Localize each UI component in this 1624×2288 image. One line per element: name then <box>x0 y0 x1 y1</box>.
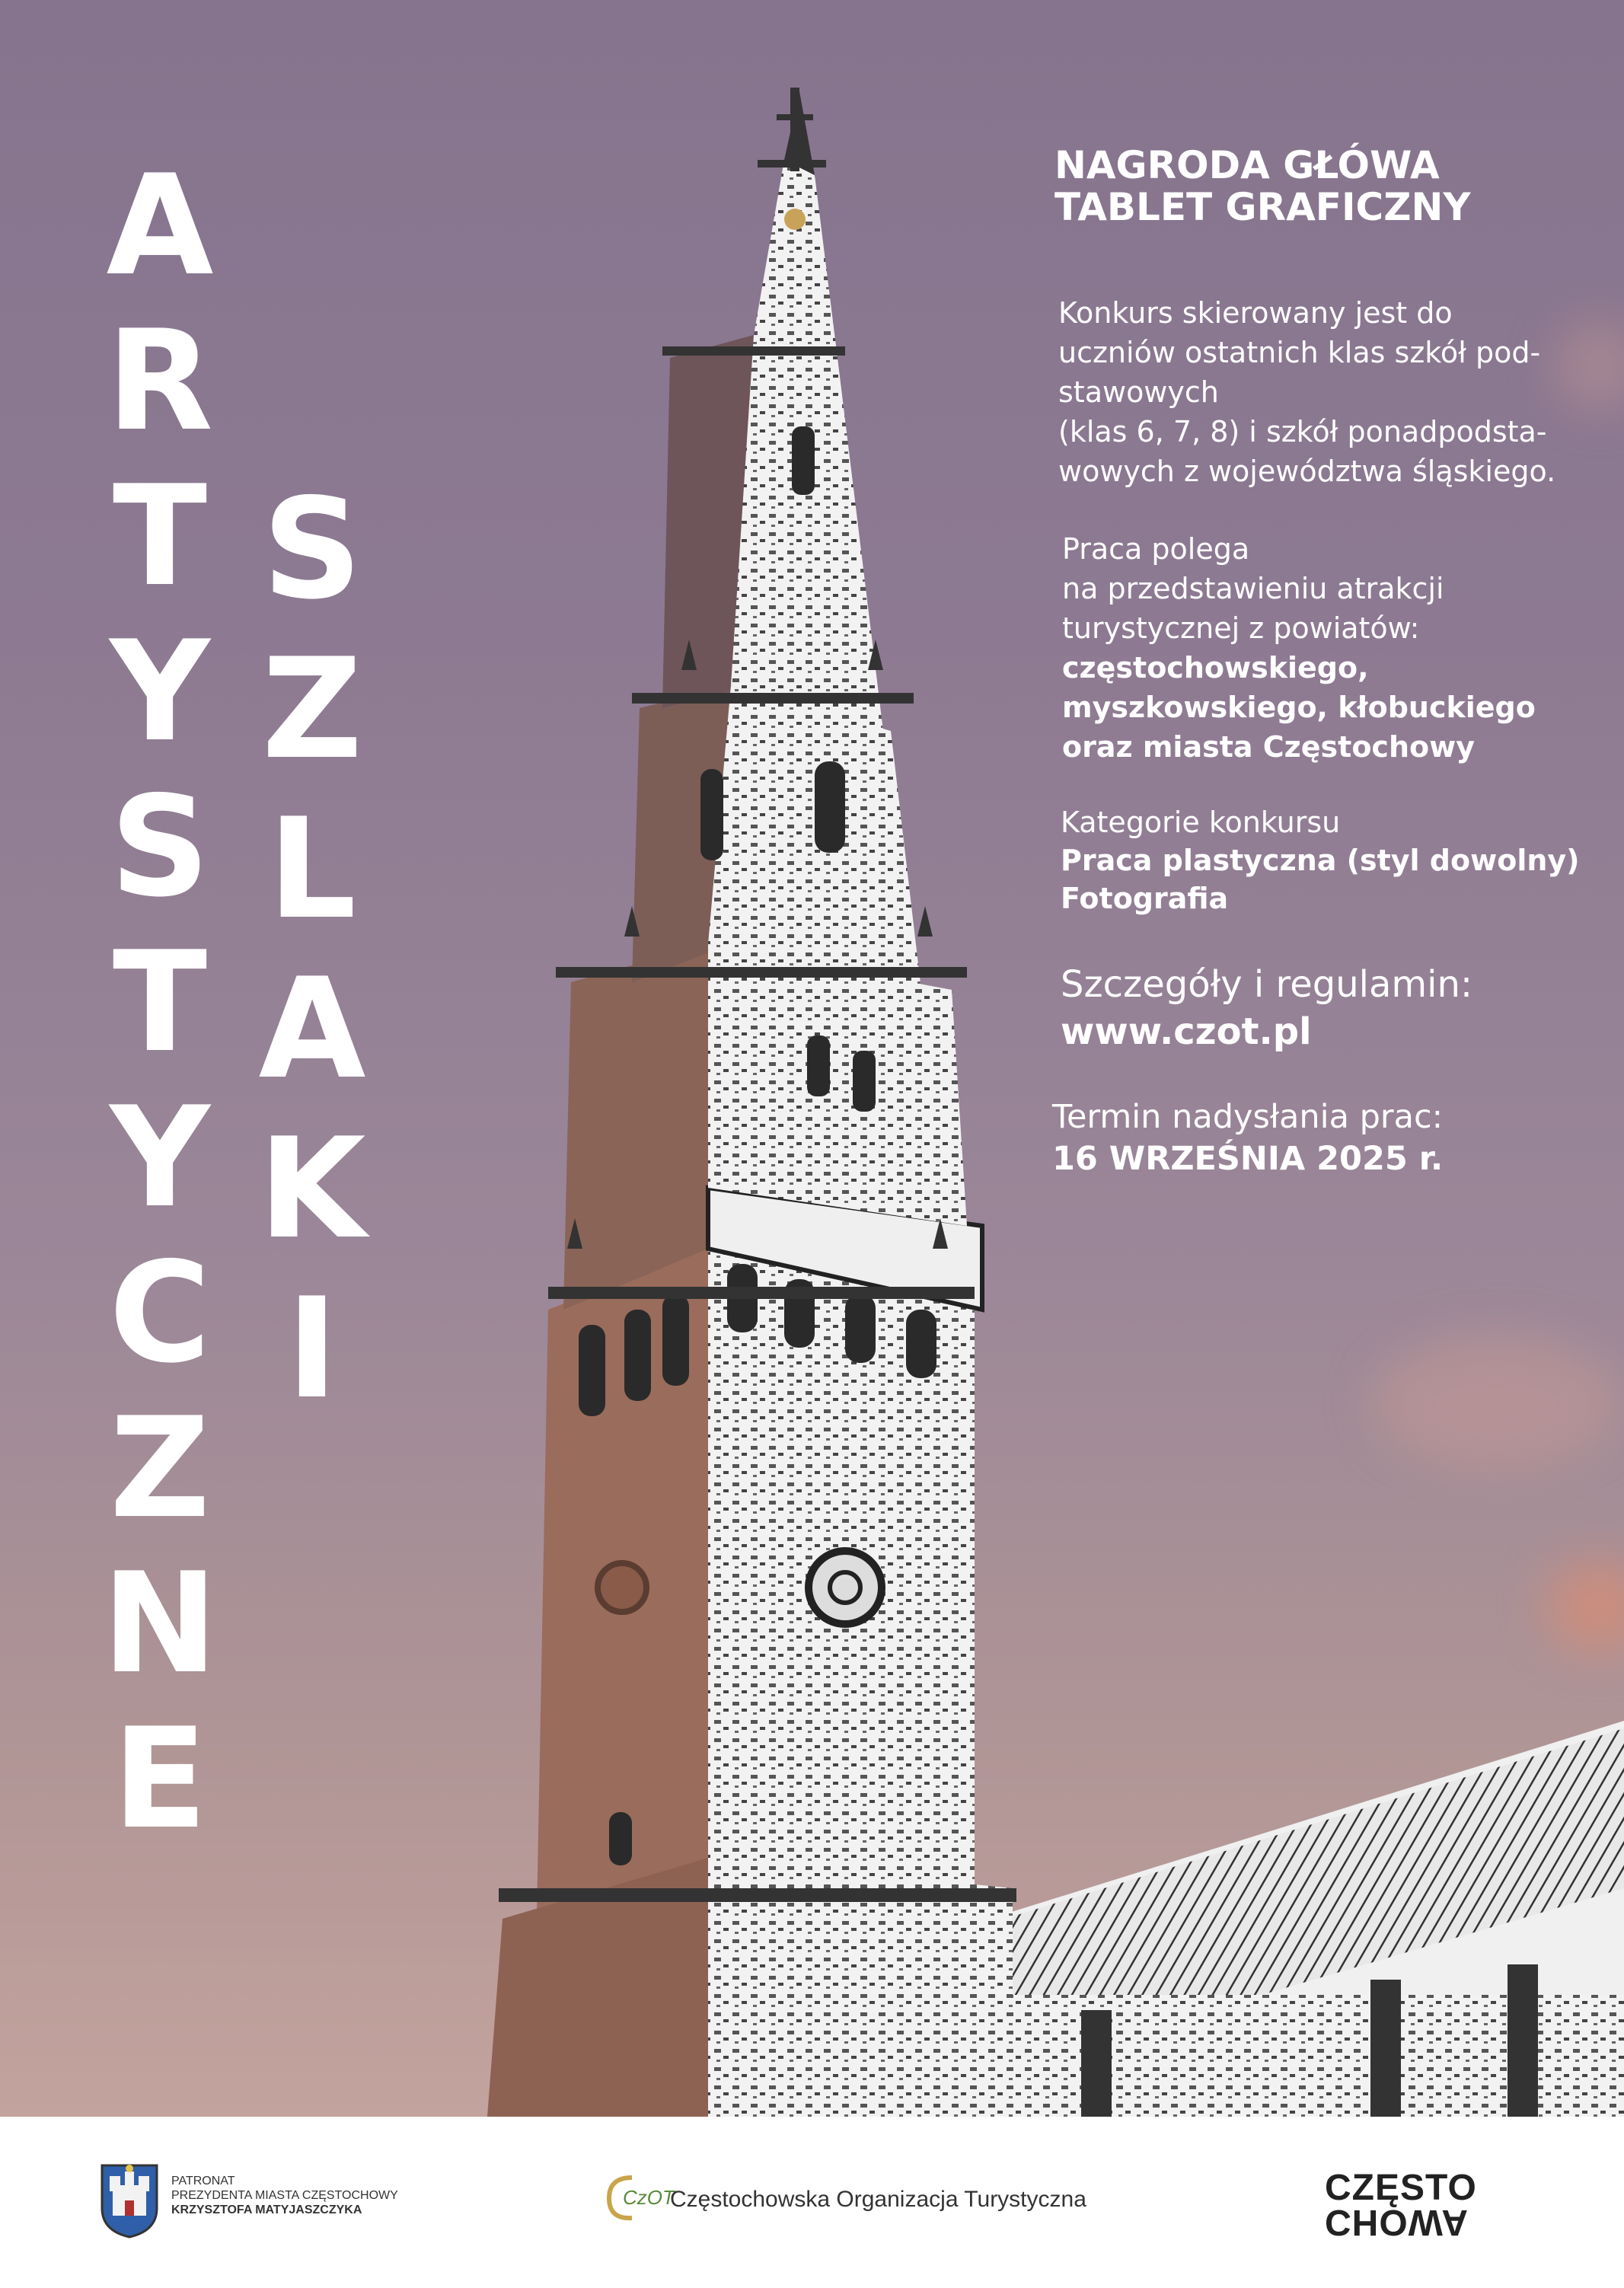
audience-line: (klas 6, 7, 8) i szkół ponadpodsta- <box>1058 415 1547 448</box>
audience-line: wowych z województwa śląskiego. <box>1058 455 1556 488</box>
categories-label: Kategorie konkursu <box>1061 806 1341 839</box>
prize-block <box>1054 145 1471 228</box>
audience-line: uczniów ostatnich klas szkół pod- <box>1058 336 1541 369</box>
title-letter: T <box>112 921 208 1083</box>
details-label: Szczegóły i regulamin: <box>1061 963 1473 1006</box>
category-item: Praca plastyczna (styl dowolny) <box>1061 844 1580 877</box>
website-link[interactable]: www.czot.pl <box>1061 1010 1312 1053</box>
czot-logo-letters: CzOT <box>623 2186 675 2209</box>
task-block <box>1062 529 1595 767</box>
title-letter: Y <box>110 1077 210 1238</box>
title-letter: R <box>106 300 214 461</box>
task-line: turystycznej z powiatów: <box>1062 611 1420 645</box>
district-line: częstochowskiego, <box>1062 651 1369 684</box>
task-line: na przedstawieniu atrakcji <box>1062 572 1444 605</box>
title-letter: A <box>106 145 214 306</box>
city-crest-icon <box>99 2162 160 2239</box>
title-letter: A <box>258 948 366 1109</box>
title-letter: S <box>262 468 362 630</box>
patron-line: KRZYSZTOFA MATYJASZCZYKA <box>171 2203 362 2216</box>
czot-logo-icon <box>601 2166 678 2227</box>
task-line: Praca polega <box>1062 532 1250 566</box>
category-item: Fotografia <box>1061 882 1229 915</box>
czestochowa-logo <box>1325 2168 1477 2242</box>
deadline-label: Termin nadysłania prac: <box>1052 1098 1444 1136</box>
district-line: oraz miasta Częstochowy <box>1062 730 1475 764</box>
title-letter: L <box>268 788 356 949</box>
prize-line: TABLET GRAFICZNY <box>1054 185 1471 229</box>
patronage-text <box>171 2174 398 2217</box>
patron-line: PATRONAT <box>171 2175 235 2187</box>
title-letter: N <box>101 1543 219 1704</box>
city-logo-bottom: CHOWA <box>1325 2202 1469 2242</box>
title-letter: Z <box>110 1387 210 1549</box>
patron-line: PREZYDENTA MIASTA CZĘSTOCHOWY <box>171 2189 398 2202</box>
categories-block <box>1061 803 1594 917</box>
details-block <box>1061 961 1472 1055</box>
title-letter: C <box>109 1232 211 1393</box>
prize-line: NAGRODA GŁÓWA <box>1054 143 1440 187</box>
title-szlaki <box>258 468 366 1439</box>
title-letter: Z <box>262 628 362 790</box>
title-letter: S <box>110 766 210 927</box>
title-letter: I <box>286 1268 338 1429</box>
deadline-date: 16 WRZEŚNIA 2025 r. <box>1052 1140 1444 1178</box>
deadline-block <box>1052 1096 1443 1180</box>
audience-line: Konkurs skierowany jest do <box>1058 296 1453 330</box>
title-letter: Y <box>110 611 210 772</box>
audience-block <box>1058 293 1591 491</box>
title-letter: T <box>112 455 208 617</box>
title-letter: E <box>112 1698 208 1859</box>
city-logo-top: CZĘSTO <box>1325 2168 1477 2208</box>
czot-organization-name: Częstochowska Organizacja Turystyczna <box>670 2187 1086 2212</box>
district-line: myszkowskiego, kłobuckiego <box>1062 691 1536 724</box>
title-letter: K <box>258 1108 366 1269</box>
title-artystyczne <box>99 145 221 1865</box>
audience-line: stawowych <box>1058 375 1219 409</box>
